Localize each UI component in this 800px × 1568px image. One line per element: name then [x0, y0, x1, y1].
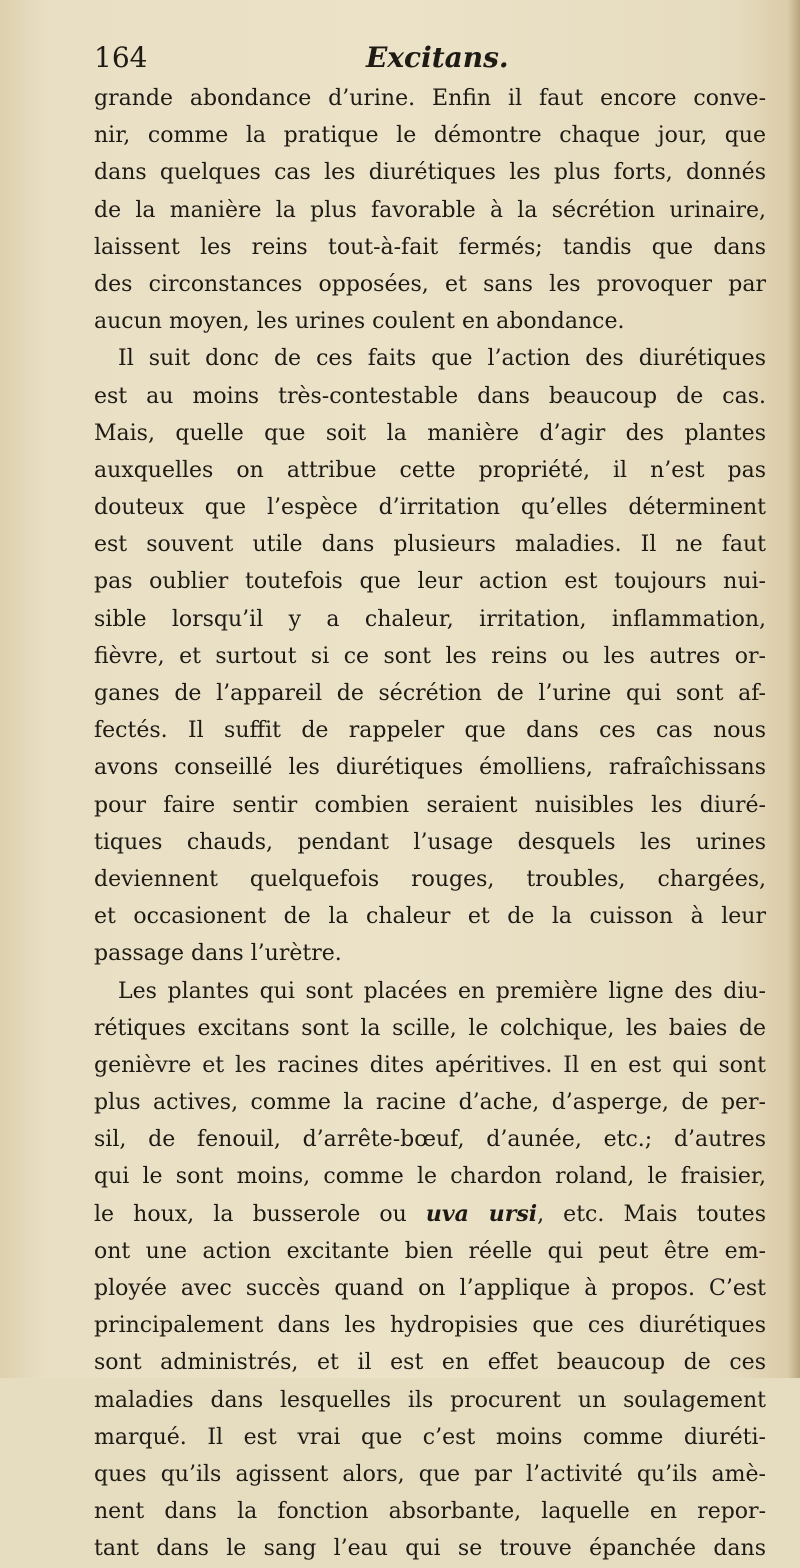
text-line: pour faire sentir combien seraient nuisibles les diuré- — [94, 792, 766, 818]
text-line: aucun moyen, les urines coulent en abondance. — [94, 309, 625, 335]
text-line: Les plantes qui sont placées en première ligne des diu- — [118, 978, 766, 1004]
text-line: nent dans la fonction absorbante, laquelle en repor- — [94, 1499, 766, 1525]
text-line: ployée avec succès quand on l’applique à propos. C’est — [94, 1276, 766, 1301]
text-line: avons conseillé les diurétiques émolliens, rafraîchissans — [94, 755, 766, 781]
text-line: laissent les reins tout-à-fait fermés; tandis que dans — [94, 234, 766, 260]
text-line: principalement dans les hydropisies que ces diurétiques — [94, 1313, 766, 1339]
text-line: Mais, quelle que soit la manière d’agir des plantes — [94, 420, 766, 446]
text-line: de la manière la plus favorable à la sécrétion urinaire, — [94, 197, 766, 223]
text-line: sont administrés, et il est en effet beaucoup de ces — [94, 1350, 766, 1376]
text-line: est souvent utile dans plusieurs maladies. Il ne faut — [94, 532, 766, 558]
body-text — [94, 80, 766, 1568]
text-line: Il suit donc de ces faits que l’action des diurétiques — [118, 346, 766, 372]
text-line: fectés. Il suffit de rappeler que dans ces cas nous — [94, 718, 766, 744]
text-line-with-italic — [94, 1196, 766, 1233]
text-line: est au moins très-contestable dans beaucoup de cas. — [94, 383, 766, 409]
text-line: nir, comme la pratique le démontre chaque jour, que — [94, 123, 766, 149]
text-line: ganes de l’appareil de sécrétion de l’urine qui sont af- — [94, 681, 766, 706]
text-line: des circonstances opposées, et sans les provoquer par — [94, 271, 766, 297]
text-line: fièvre, et surtout si ce sont les reins ou les autres or- — [94, 643, 766, 669]
text-line: tant dans le sang l’eau qui se trouve épanchée dans — [94, 1536, 766, 1562]
italic-term: uva ursi — [425, 1200, 538, 1227]
text-line: auxquelles on attribue cette propriété, il n’est pas — [94, 457, 766, 483]
text-line: grande abondance d’urine. Enfin il faut encore conve- — [94, 86, 766, 111]
line-segment: le houx, la busserole ou — [94, 1201, 426, 1227]
page-header — [94, 34, 774, 82]
text-line: genièvre et les racines dites apéritives. Il en est qui sont — [94, 1052, 766, 1078]
text-line: plus actives, comme la racine d’ache, d’asperge, de per- — [94, 1090, 766, 1116]
running-title: Excitans. — [366, 41, 509, 74]
text-line: deviennent quelquefois rouges, troubles, chargées, — [94, 866, 766, 892]
text-line: douteux que l’espèce d’irritation qu’elles déterminent — [94, 495, 766, 521]
text-line: rétiques excitans sont la scille, le colchique, les baies de — [94, 1015, 766, 1041]
text-line: qui le sont moins, comme le chardon roland, le fraisier, — [94, 1164, 766, 1190]
text-line: sil, de fenouil, d’arrête-bœuf, d’aunée, etc.; d’autres — [94, 1127, 766, 1153]
text-line: dans quelques cas les diurétiques les plus forts, donnés — [94, 160, 766, 186]
text-line: maladies dans lesquelles ils procurent un soulagement — [94, 1387, 766, 1413]
line-segment: , etc. Mais toutes — [537, 1201, 766, 1227]
text-line: tiques chauds, pendant l’usage desquels les urines — [94, 829, 766, 855]
text-line: sible lorsqu’il y a chaleur, irritation, inflammation, — [94, 606, 766, 632]
text-line: passage dans l’urètre. — [94, 941, 342, 967]
text-line: ont une action excitante bien réelle qui peut être em- — [94, 1238, 766, 1264]
text-line: pas oublier toutefois que leur action est toujours nui- — [94, 569, 766, 595]
page-number: 164 — [94, 41, 148, 74]
text-line: marqué. Il est vrai que c’est moins comme diuréti- — [94, 1424, 766, 1450]
text-line: et occasionent de la chaleur et de la cuisson à leur — [94, 904, 766, 930]
text-line: ques qu’ils agissent alors, que par l’activité qu’ils amè- — [94, 1461, 766, 1487]
